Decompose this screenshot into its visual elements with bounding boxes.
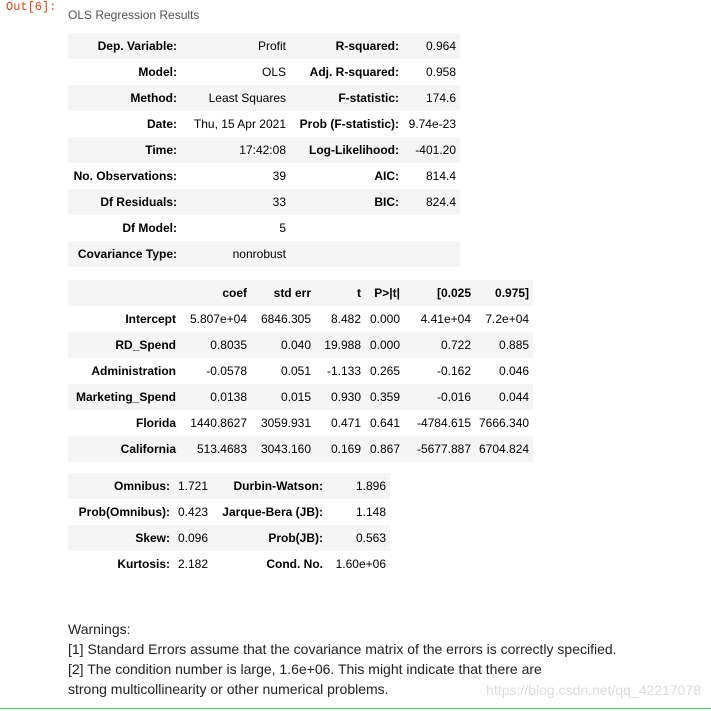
- coef-cell: 8.482: [330, 312, 361, 326]
- warning-line: [1] Standard Errors assume that the covariance matrix of the errors is correctly specified.: [68, 641, 617, 657]
- coef-cell: 3043.160: [260, 442, 311, 456]
- coef-cell: -0.016: [436, 390, 471, 404]
- summary-value: OLS: [261, 65, 286, 79]
- coef-cell: 0.471: [330, 416, 361, 430]
- summary-row: [68, 33, 460, 59]
- variable-name: Marketing_Spend: [75, 390, 176, 404]
- coef-row: [68, 306, 533, 332]
- summary-row: [68, 163, 460, 189]
- summary-value: 824.4: [425, 195, 456, 209]
- summary-label: F-statistic:: [338, 91, 399, 105]
- coef-cell: 513.4683: [196, 442, 247, 456]
- column-header: coef: [222, 286, 247, 300]
- summary-label: R-squared:: [335, 39, 399, 53]
- summary-value: Least Squares: [208, 91, 286, 105]
- diagnostic-value: 1.60e+06: [335, 557, 386, 571]
- coef-cell: 19.988: [324, 338, 361, 352]
- coef-cell: 0.169: [330, 442, 361, 456]
- summary-value: 39: [272, 169, 286, 183]
- results-caption: OLS Regression Results: [68, 8, 200, 22]
- summary-label: Time:: [145, 143, 177, 157]
- summary-label: Method:: [130, 91, 177, 105]
- summary-label: Df Model:: [122, 221, 177, 235]
- output-prompt: Out[6]:: [6, 0, 57, 14]
- coef-cell: 6704.824: [479, 442, 530, 456]
- coef-cell: 7.2e+04: [485, 312, 530, 326]
- summary-value: 174.6: [425, 91, 456, 105]
- summary-row: [68, 241, 460, 267]
- diagnostics-row: [68, 551, 390, 577]
- variable-name: RD_Spend: [115, 338, 176, 352]
- coef-cell: 0.265: [369, 364, 400, 378]
- diagnostics-row: [68, 525, 390, 551]
- coef-cell: 0.040: [280, 338, 311, 352]
- coef-cell: -4784.615: [416, 416, 471, 430]
- summary-row: [68, 137, 460, 163]
- coef-cell: 5.807e+04: [189, 312, 247, 326]
- cell-border: [0, 708, 711, 709]
- diagnostic-value: 0.096: [178, 531, 209, 545]
- coef-cell: 4.41e+04: [420, 312, 471, 326]
- diagnostic-value: 0.563: [355, 531, 386, 545]
- coef-cell: 6846.305: [260, 312, 311, 326]
- summary-value: [403, 241, 460, 267]
- variable-name: California: [120, 442, 176, 456]
- coef-cell: 0.044: [499, 390, 530, 404]
- model-summary-table: [68, 33, 460, 267]
- diagnostic-value: 1.148: [355, 505, 386, 519]
- summary-value: nonrobust: [232, 247, 286, 261]
- summary-label: Prob (F-statistic):: [299, 117, 399, 131]
- summary-row: [68, 189, 460, 215]
- diagnostic-label: Prob(Omnibus):: [78, 505, 170, 519]
- diagnostic-value: 1.721: [178, 479, 209, 493]
- coef-cell: 0.930: [330, 390, 361, 404]
- coef-cell: -0.162: [436, 364, 471, 378]
- summary-value: Profit: [257, 39, 286, 53]
- summary-label: Adj. R-squared:: [309, 65, 399, 79]
- summary-label: Dep. Variable:: [97, 39, 177, 53]
- diagnostic-label: Durbin-Watson:: [233, 479, 323, 493]
- variable-name: Intercept: [125, 312, 176, 326]
- coef-row: [68, 358, 533, 384]
- diagnostic-label: Skew:: [135, 531, 170, 545]
- summary-value: 17:42:08: [239, 143, 286, 157]
- summary-label: Df Residuals:: [100, 195, 177, 209]
- coefficients-table: [68, 280, 533, 462]
- diagnostic-value: 0.423: [178, 505, 209, 519]
- coef-cell: 0.359: [369, 390, 400, 404]
- summary-value: 33: [272, 195, 286, 209]
- coef-row: [68, 332, 533, 358]
- coef-cell: 3059.931: [260, 416, 311, 430]
- coef-cell: 1440.8627: [190, 416, 247, 430]
- coef-cell: 0.885: [499, 338, 530, 352]
- diagnostic-label: Kurtosis:: [117, 557, 170, 571]
- summary-label: Covariance Type:: [77, 247, 177, 261]
- summary-value: [403, 215, 460, 241]
- coef-row: [68, 410, 533, 436]
- summary-value: 9.74e-23: [408, 117, 456, 131]
- summary-value: 5: [279, 221, 286, 235]
- diagnostic-label: Jarque-Bera (JB):: [222, 505, 323, 519]
- summary-row: [68, 85, 460, 111]
- column-header: P>|t|: [374, 286, 400, 300]
- summary-value: 0.964: [425, 39, 456, 53]
- summary-label: No. Observations:: [73, 169, 177, 183]
- warning-line: [2] The condition number is large, 1.6e+06. This might indicate that there are: [68, 661, 542, 677]
- coef-cell: -1.133: [326, 364, 361, 378]
- coef-cell: 7666.340: [479, 416, 530, 430]
- coef-cell: 0.015: [280, 390, 311, 404]
- coef-cell: 0.8035: [210, 338, 247, 352]
- column-header: [0.025: [436, 286, 471, 300]
- coef-cell: -5677.887: [416, 442, 471, 456]
- summary-value: 0.958: [425, 65, 456, 79]
- column-header: t: [357, 286, 361, 300]
- column-header: [68, 280, 180, 306]
- summary-value: -401.20: [415, 143, 456, 157]
- column-header: 0.975]: [495, 286, 530, 300]
- summary-row: [68, 215, 460, 241]
- diagnostics-row: [68, 473, 390, 499]
- variable-name: Florida: [135, 416, 176, 430]
- coef-cell: 0.867: [369, 442, 400, 456]
- summary-label: [290, 215, 403, 241]
- summary-value: 814.4: [425, 169, 456, 183]
- coef-cell: 0.000: [369, 338, 400, 352]
- summary-label: Log-Likelihood:: [309, 143, 399, 157]
- coef-row: [68, 384, 533, 410]
- variable-name: Administration: [91, 364, 176, 378]
- summary-label: AIC:: [374, 169, 399, 183]
- warnings-title: Warnings:: [68, 621, 131, 637]
- summary-row: [68, 111, 460, 137]
- coef-cell: 0.0138: [210, 390, 247, 404]
- warning-line: strong multicollinearity or other numerical problems.: [68, 681, 389, 697]
- coef-row: [68, 436, 533, 462]
- diagnostic-label: Omnibus:: [114, 479, 170, 493]
- coef-cell: -0.0578: [206, 364, 247, 378]
- column-header: std err: [273, 286, 311, 300]
- summary-row: [68, 59, 460, 85]
- summary-value: Thu, 15 Apr 2021: [193, 117, 286, 131]
- coef-cell: 0.641: [369, 416, 400, 430]
- summary-label: BIC:: [374, 195, 399, 209]
- coef-cell: 0.722: [440, 338, 471, 352]
- coef-cell: 0.000: [369, 312, 400, 326]
- watermark: https://blog.csdn.net/qq_42217078: [486, 682, 701, 698]
- diagnostics-table: [68, 473, 390, 577]
- diagnostic-label: Cond. No.: [266, 557, 323, 571]
- summary-label: Model:: [138, 65, 177, 79]
- summary-label: [290, 241, 403, 267]
- diagnostic-value: 1.896: [355, 479, 386, 493]
- diagnostic-value: 2.182: [178, 557, 209, 571]
- diagnostics-row: [68, 499, 390, 525]
- coef-cell: 0.051: [280, 364, 311, 378]
- coef-cell: 0.046: [499, 364, 530, 378]
- summary-label: Date:: [146, 117, 177, 131]
- diagnostic-label: Prob(JB):: [268, 531, 323, 545]
